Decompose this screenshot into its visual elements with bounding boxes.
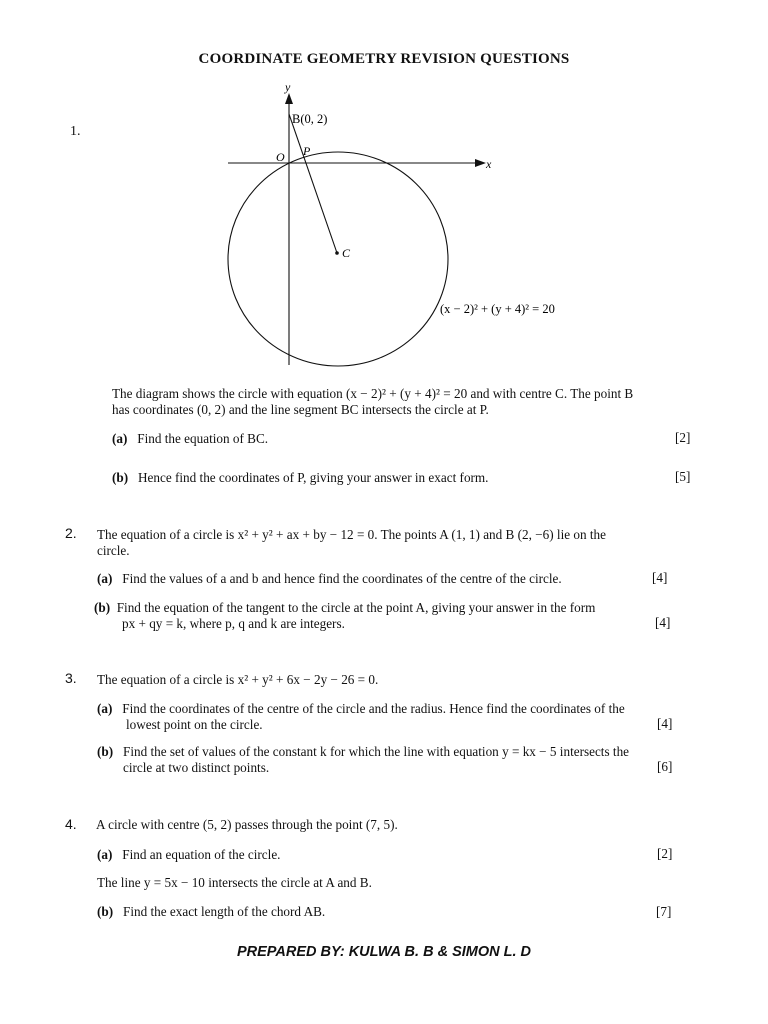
- part-label: (a): [97, 571, 113, 586]
- question-4a: [97, 846, 280, 863]
- question-3a: [97, 700, 625, 717]
- question-3b: [97, 743, 629, 760]
- circle-equation-label: (x − 2)² + (y + 4)² = 20: [440, 302, 555, 316]
- footer-credit: PREPARED BY: KULWA B. B & SIMON L. D: [236, 944, 532, 960]
- question-1-stem-line-2: has coordinates (0, 2) and the line segment BC intersects the circle at P.: [112, 402, 489, 417]
- question-4-stem-line-1: A circle with centre (5, 2) passes through the point (7, 5).: [96, 817, 398, 832]
- y-axis-label: y: [285, 80, 291, 94]
- x-axis-label: x: [486, 157, 492, 171]
- question-1b: [112, 469, 488, 486]
- question-2a: [97, 570, 562, 587]
- point-b-label: B(0, 2): [292, 112, 328, 126]
- circle-curve: [228, 152, 448, 366]
- question-1a-marks: [2]: [675, 430, 691, 445]
- part-text: Hence find the coordinates of P, giving your answer in exact form.: [138, 470, 489, 485]
- question-1-stem-line-1: The diagram shows the circle with equation (x − 2)² + (y + 4)² = 20 and with centre C. The point B: [112, 386, 634, 401]
- question-1a: [112, 430, 268, 447]
- question-4b: [97, 903, 325, 920]
- question-4-number: 4.: [65, 816, 77, 832]
- question-1b-marks: [5]: [675, 469, 691, 484]
- question-3b-marks: [6]: [657, 759, 673, 774]
- question-4a-marks: [2]: [657, 846, 673, 861]
- part-label: (b): [97, 744, 114, 759]
- question-2b: [94, 599, 595, 616]
- question-2-number: 2.: [65, 525, 77, 541]
- point-p-label: P: [303, 144, 311, 158]
- question-3b-line-2: circle at two distinct points.: [123, 760, 270, 775]
- part-text: Find the coordinates of the centre of the circle and the radius. Hence find the coordinates of the: [122, 701, 625, 716]
- part-label: (a): [112, 431, 128, 446]
- part-label: (b): [97, 904, 114, 919]
- question-4-line-statement: The line y = 5x − 10 intersects the circle at A and B.: [97, 875, 372, 890]
- question-3-number: 3.: [65, 670, 77, 686]
- question-2b-marks: [4]: [655, 615, 671, 630]
- part-label: (a): [97, 701, 113, 716]
- question-3a-marks: [4]: [657, 716, 673, 731]
- question-2-stem-line-2: circle.: [97, 543, 130, 558]
- question-2-stem-line-1: The equation of a circle is x² + y² + ax + by − 12 = 0. The points A (1, 1) and B (2, −6) lie on the: [97, 527, 606, 542]
- x-axis-arrowhead: [475, 159, 486, 167]
- part-text: Find the equation of the tangent to the circle at the point A, giving your answer in the form: [116, 600, 596, 615]
- question-3-stem-line-1: The equation of a circle is x² + y² + 6x − 2y − 26 = 0.: [97, 672, 379, 687]
- question-2a-marks: [4]: [652, 570, 668, 585]
- question-4b-marks: [7]: [656, 904, 672, 919]
- segment-bc: [289, 114, 337, 253]
- origin-label: O: [276, 150, 285, 164]
- part-text: Find the exact length of the chord AB.: [123, 904, 326, 919]
- page-title: COORDINATE GEOMETRY REVISION QUESTIONS: [198, 51, 570, 67]
- question-2b-line-2: px + qy = k, where p, q and k are integers.: [122, 616, 345, 631]
- y-axis-arrowhead: [285, 93, 293, 104]
- part-text: Find the equation of BC.: [137, 431, 269, 446]
- centre-point-c: [335, 251, 339, 255]
- question-1-number: 1.: [70, 124, 81, 139]
- part-label: (a): [97, 847, 113, 862]
- part-label: (b): [112, 470, 129, 485]
- part-text: Find the set of values of the constant k for which the line with equation y = kx − 5 intersects the: [123, 744, 630, 759]
- part-text: Find the values of a and b and hence find the coordinates of the centre of the circle.: [122, 571, 562, 586]
- question-3a-line-2: lowest point on the circle.: [126, 717, 263, 732]
- part-label: (b): [94, 600, 111, 615]
- circle-diagram: [0, 0, 768, 400]
- point-c-label: C: [342, 246, 351, 260]
- part-text: Find an equation of the circle.: [122, 847, 281, 862]
